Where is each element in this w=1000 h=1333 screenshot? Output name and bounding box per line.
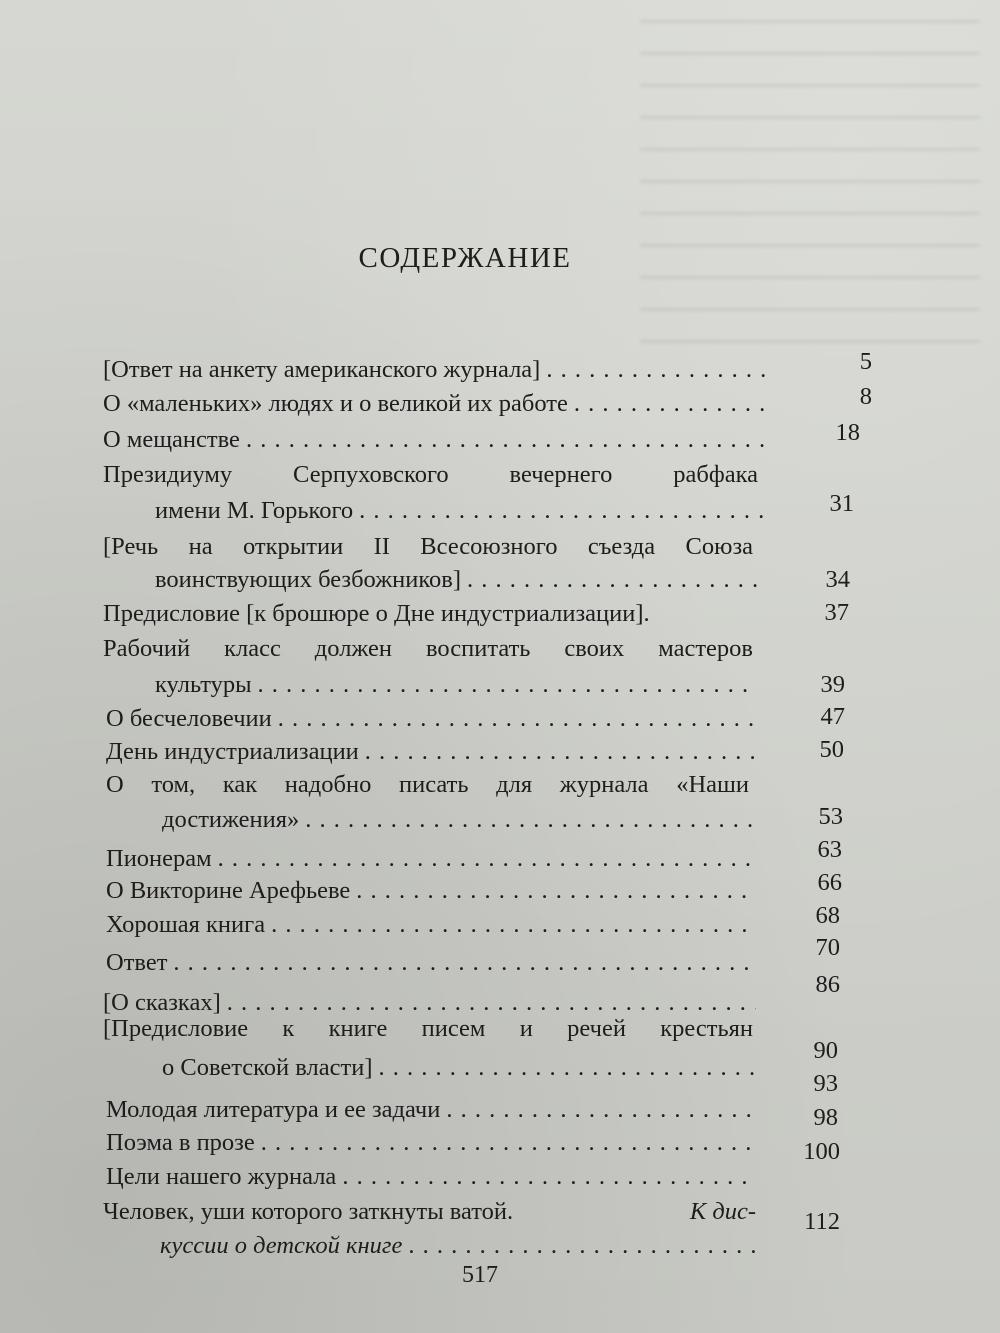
toc-leader bbox=[278, 702, 759, 736]
toc-entry-9 bbox=[106, 735, 759, 769]
toc-entry-text: Поэма в прозе bbox=[106, 1129, 255, 1156]
toc-entry-text: Хорошая книга bbox=[106, 911, 266, 938]
toc-entry-5 bbox=[103, 530, 753, 564]
toc-entry-text: [Предисловие к книге писем и речей крестьян bbox=[103, 1015, 753, 1042]
toc-entry-text: О Викторине Арефьеве bbox=[106, 877, 351, 904]
toc-entry-text: О «маленьких» людях и о великой их работе bbox=[103, 390, 568, 417]
toc-entry-text: [Ответ на анкету американского журнала] bbox=[103, 356, 541, 383]
toc-leader bbox=[446, 1093, 756, 1127]
toc-leader bbox=[271, 908, 756, 942]
toc-entry-text: имени М. Горького bbox=[155, 497, 354, 524]
toc-page-number: 90 bbox=[813, 1037, 838, 1064]
toc-leader bbox=[359, 494, 763, 528]
toc-entry-text: достижения» bbox=[162, 806, 300, 833]
toc-page-number: 66 bbox=[817, 869, 842, 896]
toc-page-number: 68 bbox=[815, 902, 840, 929]
toc-entry-text: О мещанстве bbox=[103, 426, 240, 453]
toc-page-number: 18 bbox=[835, 419, 860, 446]
toc-entry-19 bbox=[106, 1160, 756, 1194]
toc-entry-4-cont bbox=[155, 494, 763, 528]
toc-entry-11 bbox=[106, 842, 759, 876]
toc-page-number: 5 bbox=[859, 348, 872, 375]
toc-entry-3 bbox=[103, 423, 765, 457]
toc-entry-5-cont bbox=[155, 563, 760, 597]
toc-page-number: 8 bbox=[859, 383, 872, 410]
toc-entry-16 bbox=[103, 1012, 753, 1046]
toc-entry-10-cont bbox=[162, 803, 755, 837]
toc-entry-20-cont bbox=[160, 1229, 756, 1263]
toc-entry-20 bbox=[103, 1195, 756, 1229]
toc-page-number: 53 bbox=[818, 803, 843, 830]
toc-entry-2 bbox=[103, 387, 768, 421]
toc-leader bbox=[173, 946, 756, 980]
toc-entry-7 bbox=[103, 632, 753, 666]
toc-page-number: 93 bbox=[813, 1070, 838, 1097]
toc-entry-text: о Советской власти] bbox=[162, 1054, 373, 1081]
toc-page-number: 34 bbox=[825, 566, 850, 593]
toc-entry-text: О том, как надобно писать для журнала «Наши bbox=[106, 771, 749, 798]
toc-page-number: 100 bbox=[803, 1138, 840, 1165]
toc-entry-text: О бесчеловечии bbox=[106, 705, 272, 732]
toc-entry-text: Рабочий класс должен воспитать своих мастеров bbox=[103, 635, 753, 662]
toc-entry-text: Предисловие [к брошюре о Дне индустриализации]. bbox=[103, 600, 650, 627]
toc-leader bbox=[574, 387, 768, 421]
toc-entry-8 bbox=[106, 702, 759, 736]
toc-entry-17 bbox=[106, 1093, 756, 1127]
toc-page-number: 70 bbox=[815, 934, 840, 961]
toc-leader bbox=[342, 1160, 756, 1194]
toc-entry-16-cont bbox=[162, 1051, 757, 1085]
toc-page-number: 63 bbox=[817, 836, 842, 863]
toc-leader bbox=[546, 353, 768, 387]
toc-leader bbox=[246, 423, 765, 457]
toc-entry-10 bbox=[106, 768, 749, 802]
toc-entry-13 bbox=[106, 908, 756, 942]
toc-leader bbox=[218, 842, 759, 876]
toc-entry-text: Ответ bbox=[106, 949, 168, 976]
toc-entry-text: Пионерам bbox=[106, 845, 212, 872]
page-title: СОДЕРЖАНИЕ bbox=[358, 242, 572, 274]
toc-page-number: 37 bbox=[824, 599, 849, 626]
toc-entry-text-italic: К дис- bbox=[689, 1198, 756, 1225]
toc-entry-text: [О сказках] bbox=[103, 989, 221, 1016]
toc-page-number: 50 bbox=[819, 736, 844, 763]
toc-leader bbox=[467, 563, 760, 597]
toc-entry-1 bbox=[103, 353, 768, 387]
toc-entry-7-cont bbox=[155, 668, 755, 702]
toc-entry-text: Цели нашего журнала bbox=[106, 1163, 337, 1190]
toc-leader bbox=[379, 1051, 758, 1085]
toc-page-number: 86 bbox=[815, 971, 840, 998]
toc-entry-text: Молодая литература и ее задачи bbox=[106, 1096, 441, 1123]
toc-entry-text: культуры bbox=[155, 671, 252, 698]
show-through-text bbox=[640, 20, 980, 350]
toc-entry-12 bbox=[106, 874, 756, 908]
toc-entry-text: Человек, уши которого заткнуты ватой. bbox=[103, 1198, 514, 1225]
toc-leader bbox=[258, 668, 755, 702]
toc-entry-text: День индустриализации bbox=[106, 738, 359, 765]
toc-page-number: 31 bbox=[829, 490, 854, 517]
toc-page-number: 98 bbox=[813, 1104, 838, 1131]
toc-leader bbox=[356, 874, 756, 908]
toc-entry-6 bbox=[103, 597, 763, 631]
toc-entry-text: Президиуму Серпуховского вечернего рабфака bbox=[103, 461, 758, 488]
toc-leader bbox=[305, 803, 755, 837]
toc-page-number: 47 bbox=[820, 703, 845, 730]
toc-entry-text-italic: куссии о детской книге bbox=[160, 1232, 403, 1259]
folio-page-number: 517 bbox=[462, 1262, 498, 1288]
toc-entry-text: [Речь на открытии II Всесоюзного съезда Союза bbox=[103, 533, 753, 560]
toc-entry-text: воинствующих безбожников] bbox=[155, 566, 461, 593]
toc-leader bbox=[365, 735, 759, 769]
toc-leader bbox=[408, 1229, 756, 1263]
toc-entry-4 bbox=[103, 458, 758, 492]
toc-leader bbox=[261, 1126, 756, 1160]
toc-entry-14 bbox=[106, 946, 756, 980]
toc-page-number: 112 bbox=[804, 1208, 840, 1235]
toc-page-number: 39 bbox=[820, 671, 845, 698]
toc-entry-18 bbox=[106, 1126, 756, 1160]
